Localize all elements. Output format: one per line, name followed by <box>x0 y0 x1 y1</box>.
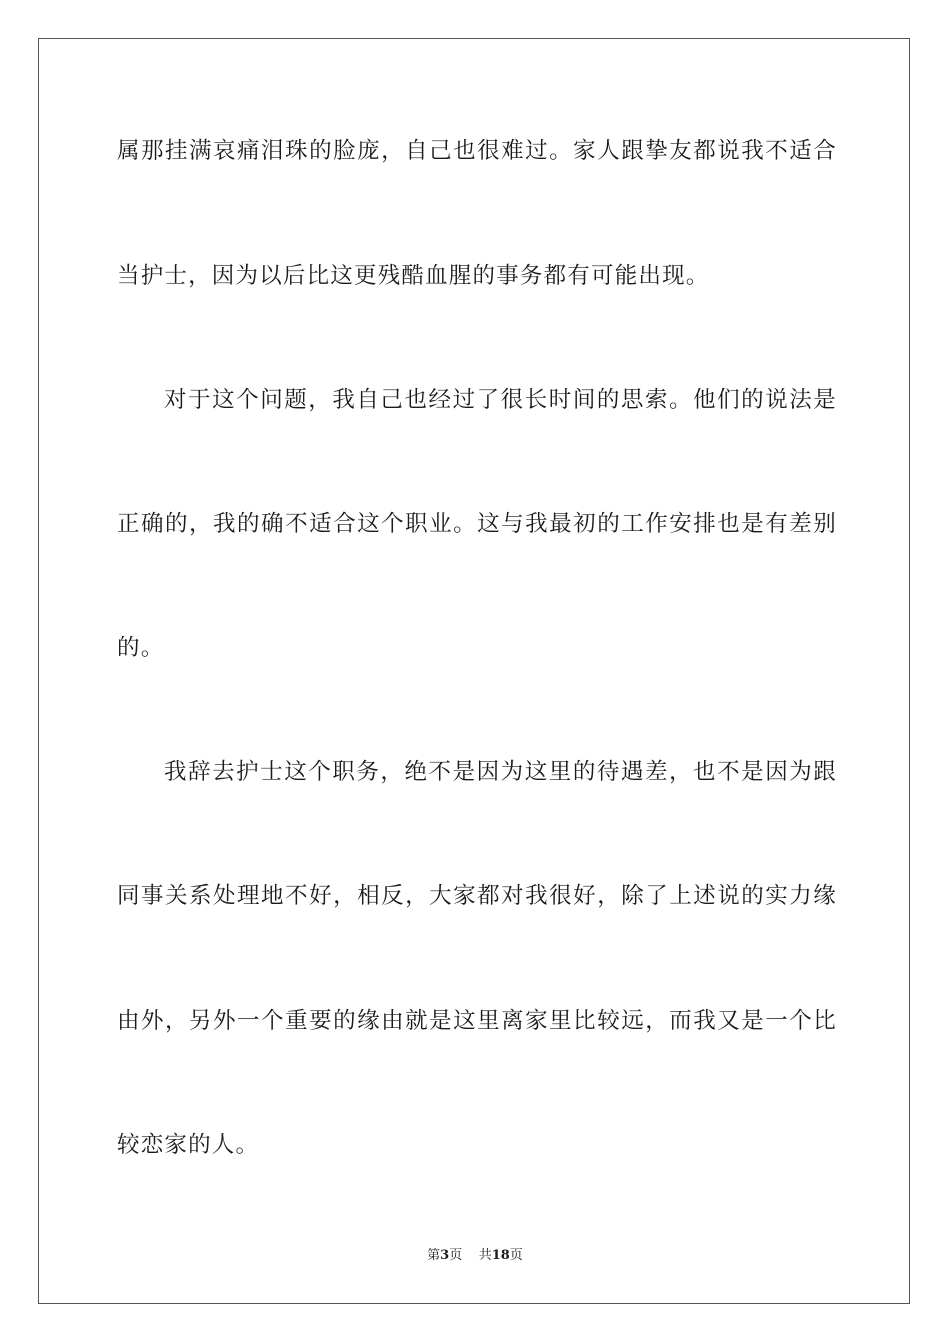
total-prefix: 共 <box>478 1248 492 1263</box>
total-unit: 页 <box>509 1248 523 1263</box>
paragraph-1-line-2: 当护士，因为以后比这更残酷血腥的事务都有可能出现。 <box>117 263 710 289</box>
total-pages: 18 <box>491 1248 510 1263</box>
page-unit: 页 <box>449 1248 463 1263</box>
page-border <box>38 38 910 1304</box>
page-prefix: 第 <box>427 1248 441 1263</box>
page-footer <box>0 1248 950 1264</box>
paragraph-3-line-2: 同事关系处理地不好，相反，大家都对我很好，除了上述说的实力缘 <box>117 883 837 909</box>
paragraph-2-line-2: 正确的，我的确不适合这个职业。这与我最初的工作安排也是有差别 <box>117 511 837 537</box>
page-number <box>427 1248 462 1263</box>
page-total <box>479 1248 523 1263</box>
paragraph-2-line-3: 的。 <box>117 635 165 661</box>
paragraph-2-line-1: 对于这个问题，我自己也经过了很长时间的思索。他们的说法是 <box>164 387 837 413</box>
paragraph-3-line-1: 我辞去护士这个职务，绝不是因为这里的待遇差，也不是因为跟 <box>164 759 837 785</box>
paragraph-3-line-4: 较恋家的人。 <box>117 1132 260 1158</box>
paragraph-3-line-3: 由外，另外一个重要的缘由就是这里离家里比较远，而我又是一个比 <box>117 1008 837 1034</box>
current-page: 3 <box>440 1248 450 1263</box>
paragraph-1-line-1: 属那挂满哀痛泪珠的脸庞，自己也很难过。家人跟挚友都说我不适合 <box>117 138 837 164</box>
